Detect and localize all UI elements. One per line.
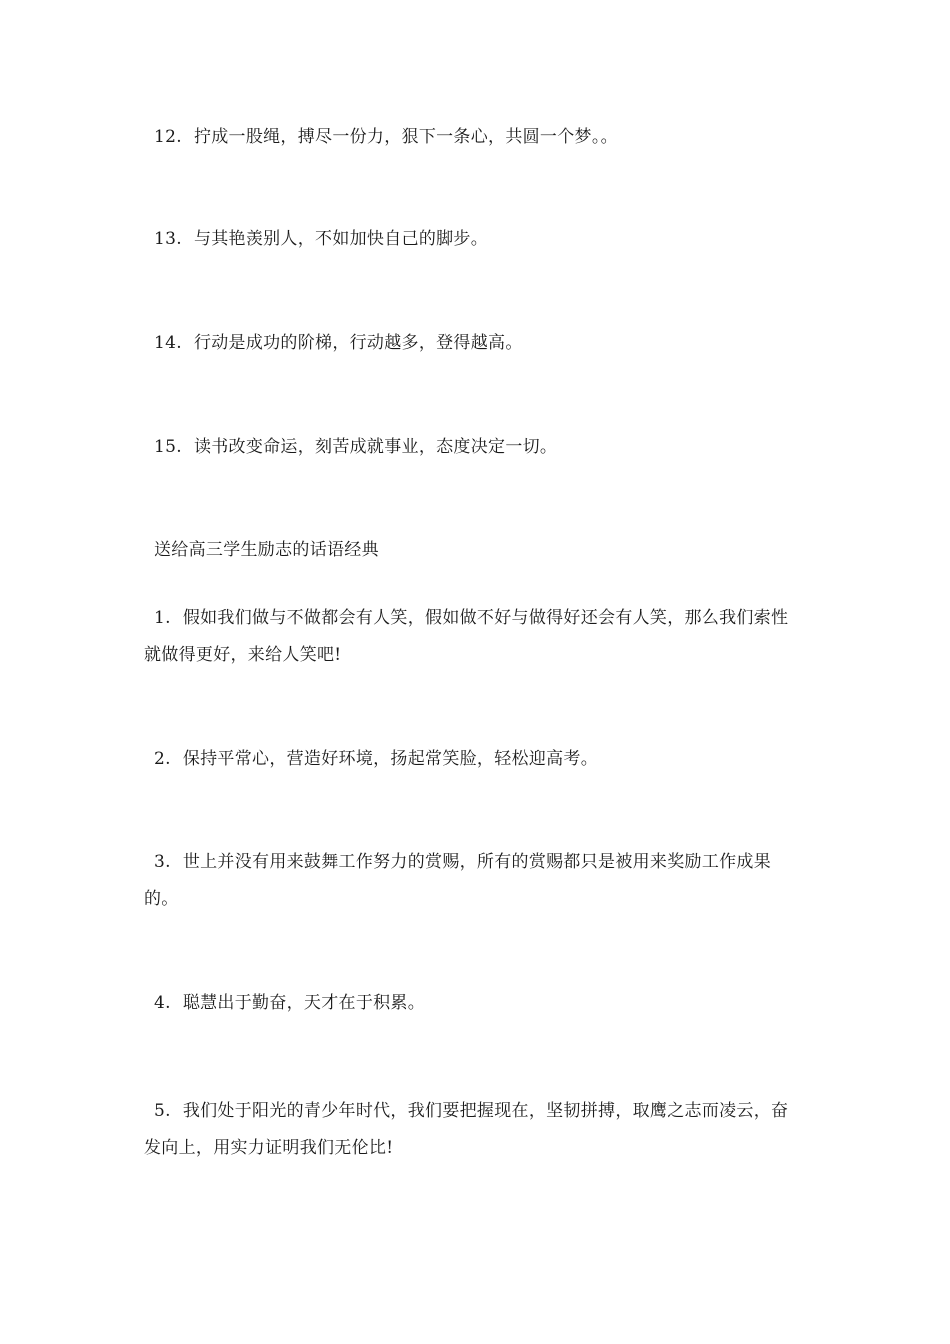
- item-number: 13.: [154, 229, 182, 249]
- item-text: 假如我们做与不做都会有人笑，假如做不好与做得好还会有人笑，那么我们索性就做得更好，来给人笑吧!: [144, 608, 789, 665]
- item-text: 聪慧出于勤奋，天才在于积累。: [182, 993, 426, 1013]
- list-item: [144, 844, 804, 918]
- item-number: 12.: [154, 127, 182, 147]
- item-number: 4.: [154, 993, 171, 1013]
- list-item: [144, 325, 804, 362]
- list-item: [144, 1093, 804, 1167]
- list-item: [144, 741, 804, 778]
- list-item: [144, 119, 804, 156]
- list-item: [144, 985, 804, 1022]
- item-number: 14.: [154, 333, 182, 353]
- list-item: [144, 600, 804, 674]
- item-number: 2.: [154, 749, 171, 769]
- list-item: [144, 429, 804, 466]
- list-item: [144, 221, 804, 258]
- item-text: 行动是成功的阶梯，行动越多，登得越高。: [193, 333, 523, 353]
- item-text: 保持平常心，营造好环境，扬起常笑脸，轻松迎高考。: [182, 749, 599, 769]
- item-text: 读书改变命运，刻苦成就事业，态度决定一切。: [193, 437, 558, 457]
- section-heading: 送给高三学生励志的话语经典: [154, 540, 379, 560]
- item-number: 3.: [154, 852, 171, 872]
- item-number: 15.: [154, 437, 182, 457]
- item-text: 与其艳羡别人，不如加快自己的脚步。: [193, 229, 489, 249]
- item-text: 世上并没有用来鼓舞工作努力的赏赐，所有的赏赐都只是被用来奖励工作成果的。: [144, 852, 772, 909]
- item-text: 拧成一股绳，搏尽一份力，狠下一条心，共圆一个梦。。: [193, 127, 618, 147]
- item-number: 5.: [154, 1101, 171, 1121]
- item-number: 1.: [154, 608, 171, 628]
- item-text: 我们处于阳光的青少年时代，我们要把握现在，坚韧拼搏，取鹰之志而凌云，奋发向上，用实力证明我们无伦比!: [144, 1101, 789, 1158]
